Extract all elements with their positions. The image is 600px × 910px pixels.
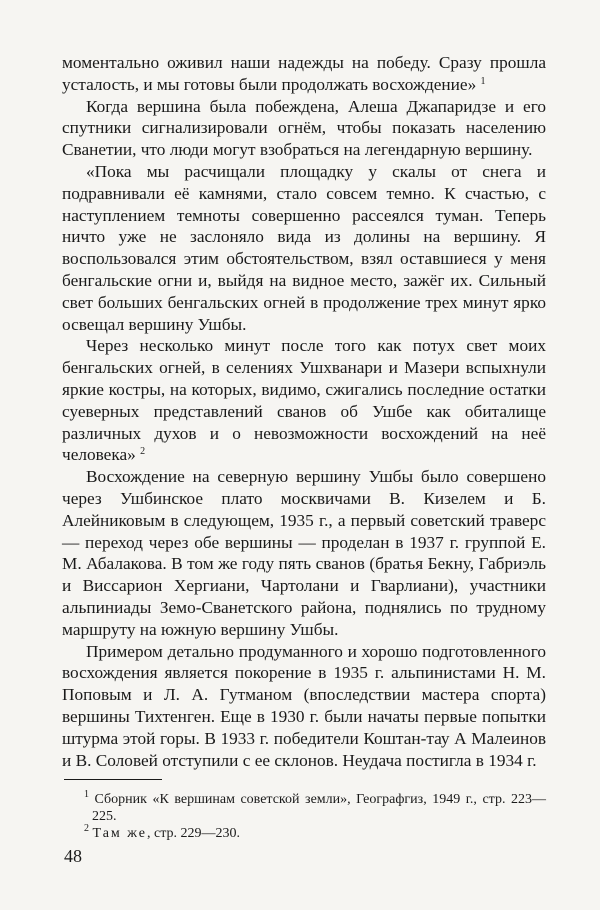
footnotes [62, 791, 546, 842]
paragraph: Через несколько минут после того как потух свет моих бенгальских огней, в селениях Ушхванари и Мазери вспыхнули яркие костры, на которых, видимо, сжигались последние остатки суеверных представлений сванов об Ушбе как обиталище различных духов и о невозможности восхождений на неё человека» $^2$ [62, 336, 546, 465]
paragraph: Примером детально продуманного и хорошо подготовленного восхождения является покорение в 1935 г. альпинистами Н. М. Поповым и Л. А. Гутманом (впоследствии мастера спорта) вершины Тихтенген. Еще в 1930 г. были начаты первые попытки штурма этой горы. В 1933 г. победители Коштан-тау А Малеинов и В. Соловей отступили с ее склонов. Неудача постигла в 1934 г. [62, 641, 546, 770]
body-text [62, 52, 546, 771]
paragraph: моментально оживил наши надежды на победу. Сразу прошла усталость, и мы готовы были продолжать восхождение» $^1$ [62, 53, 546, 94]
paragraph: Когда вершина была побеждена, Алеша Джапаридзе и его спутники сигнализировали огнём, чтобы показать населению Сванетии, что люди могут взобраться на легендарную вершину. [62, 96, 546, 160]
paragraph: «Пока мы расчищали площадку у скалы от снега и подравнивали её камнями, стало совсем темно. К счастью, с наступлением темноты совершенно рассеялся туман. Теперь ничто уже не заслоняло вида из долины на вершину. Я воспользовался этим обстоятельством, взял оставшиеся у меня бенгальские огни и, выйдя на видное место, зажёг их. Сильный свет больших бенгальских огней в продолжение трех минут ярко освещал вершину Ушбы. [62, 161, 546, 334]
footnote-text: , стр. 229—230. [146, 826, 240, 841]
footnote [62, 791, 546, 825]
footnote-ibid: Там же [92, 826, 147, 841]
footnote-ref: 1 [480, 75, 486, 87]
footnote [62, 825, 546, 842]
footnote-ref: 2 [140, 446, 146, 458]
footnote-divider [64, 779, 162, 780]
page-number: 48 [64, 846, 82, 866]
footnote-marker: 2 [84, 823, 89, 834]
footnote-marker: 1 [84, 789, 89, 800]
paragraph: Восхождение на северную вершину Ушбы было совершено через Ушбинское плато москвичами В. Кизелем и Б. Алейниковым в следующем, 1935 г., а первый советский траверс — переход через обе вершины — проделан в 1937 г. группой Е. М. Абалакова. В том же году пять сванов (братья Бекну, Габриэль и Виссарион Хергиани, Чартолани и Гварлиани), участники альпиниады Земо-Сванетского района, поднялись по трудному маршруту на южную вершину Ушбы. [62, 467, 546, 639]
footnote-text: Сборник «К вершинам советской земли», Географгиз, 1949 г., стр. 223—225. [89, 792, 546, 824]
